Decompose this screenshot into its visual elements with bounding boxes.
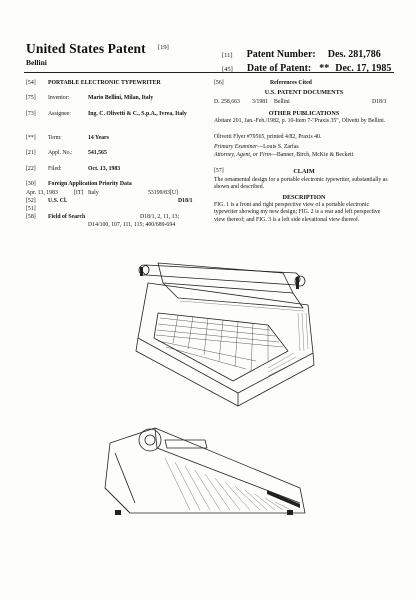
field-of-search-row [26,214,179,222]
date-of-patent-line [222,58,391,76]
filed-tag: [22] [26,166,36,172]
title-field [26,80,161,88]
int-cl-tag: [51] [26,206,36,212]
field-search-tag: [58] [26,214,36,220]
refs-tag: [56] [214,80,224,86]
inventor-label: Inventor: [48,95,70,101]
assignee-field [26,111,196,119]
foreign-tag: [30] [26,181,36,187]
term-tag: [**] [26,135,36,141]
claim-text: The ornamental design for a portable electronic typewriter, substantially as shown and described. [214,177,388,191]
us-cl-tag: [52] [26,198,36,204]
header-rule [24,72,394,73]
us-docs-heading: U.S. PATENT DOCUMENTS [264,89,344,96]
description-heading: DESCRIPTION [282,194,326,201]
us-cl-value: D18/1 [178,198,193,204]
title-tag: [54] [26,80,36,86]
typewriter-side-elevation-drawing [95,418,320,528]
attorney-label: Attorney, Agent, or Firm [214,152,272,158]
attorney-name: Banner, Birch, McKie & Beckett [276,152,354,158]
other-pubs-heading: OTHER PUBLICATIONS [268,110,340,117]
date-marks: ** [319,63,330,74]
patent-number-label: Patent Number: [246,49,316,60]
inventor-value: Mario Bellini, Milan, Italy [88,95,154,101]
attorney-row: Attorney, Agent, or Firm—Banner, Birch, McKie & Beckett [214,152,354,158]
examiner-label: Primary Examiner [214,144,258,150]
appl-no-field [26,150,208,158]
us-doc-class: D18/1 [372,99,387,105]
claim-tag: [57] [214,168,224,174]
us-doc-row [214,99,387,107]
refs-heading: References Cited [270,80,312,86]
country-tag: [19] [158,44,169,51]
assignee-value: Ing. C. Olivetti & C., S.p.A., Ivrea, Italy [88,111,187,117]
appl-no-value: 541,565 [88,150,107,156]
examiner-row: Primary Examiner—Louis S. Zarfas [214,144,299,150]
filed-value: Oct. 13, 1983 [88,166,121,172]
left-column [26,80,206,260]
filed-label: Filed: [48,166,62,172]
assignee-label: Assignee: [48,111,71,117]
field-of-search-row-2 [88,222,175,230]
foreign-priority-row [26,190,178,198]
date-tag: [45] [222,66,233,73]
patent-number-tag: [11] [222,52,233,59]
int-cl-row [26,206,48,214]
inventor-tag: [75] [26,95,36,101]
field-search-line1: D18/1, 2, 11, 13; [140,214,180,220]
inventor-field [26,95,208,103]
us-doc-number: D. 258,663 [214,99,240,105]
term-value: 14 Years [88,135,109,141]
examiner-name: Louis S. Zarfas [263,144,299,150]
us-cl-label: U.S. Cl. [48,198,68,204]
assignee-tag: [73] [26,111,36,117]
description-text: FIG. 1 is a front and right perspective view of a portable electronic typewriter showing my new design; FIG. 2 is a rear and left perspective view thereof; and FIG. 3 is a left side elevational view thereof. [214,202,381,223]
other-pub-2: Olivetti Flyer #79565, printed 4/82, Praxis 40. [214,134,322,140]
field-search-label: Field of Search [48,214,86,220]
appl-no-label: Appl. No.: [48,150,73,156]
foreign-country: Italy [88,190,99,196]
foreign-country-code: [IT] [74,190,84,196]
patent-country-title: United States Patent [26,41,146,56]
date-label: Date of Patent: [246,63,312,74]
field-search-line2: D14/100, 107, 111, 115; 400/689-694 [88,222,176,228]
foreign-priority-heading-row [26,181,132,189]
term-label: Term: [48,135,62,141]
patent-date: Dec. 17, 1985 [335,63,392,74]
foreign-date: Apr. 13, 1983 [26,190,58,196]
inventor-short-name: Bellini [26,58,47,67]
filed-field [26,166,208,174]
us-doc-date: 3/1981 [252,99,269,105]
invention-title: PORTABLE ELECTRONIC TYPEWRITER [48,80,161,86]
appl-no-tag: [21] [26,150,36,156]
us-cl-row [26,198,193,206]
claim-heading: CLAIM [293,168,315,175]
other-pub-1: Abitare 201, Jan.-Feb./1982, p. 10-Item 7-"Praxis 35", Olivetti by Bellini. [214,118,386,124]
typewriter-front-perspective-drawing [118,243,328,408]
refs-heading-row [214,80,312,88]
foreign-heading: Foreign Application Priority Data [48,181,132,187]
foreign-number: 53199/83[U] [148,190,178,196]
patent-number: Des. 281,786 [327,49,381,60]
term-field [26,135,208,143]
us-doc-name: Bellini [274,99,290,105]
